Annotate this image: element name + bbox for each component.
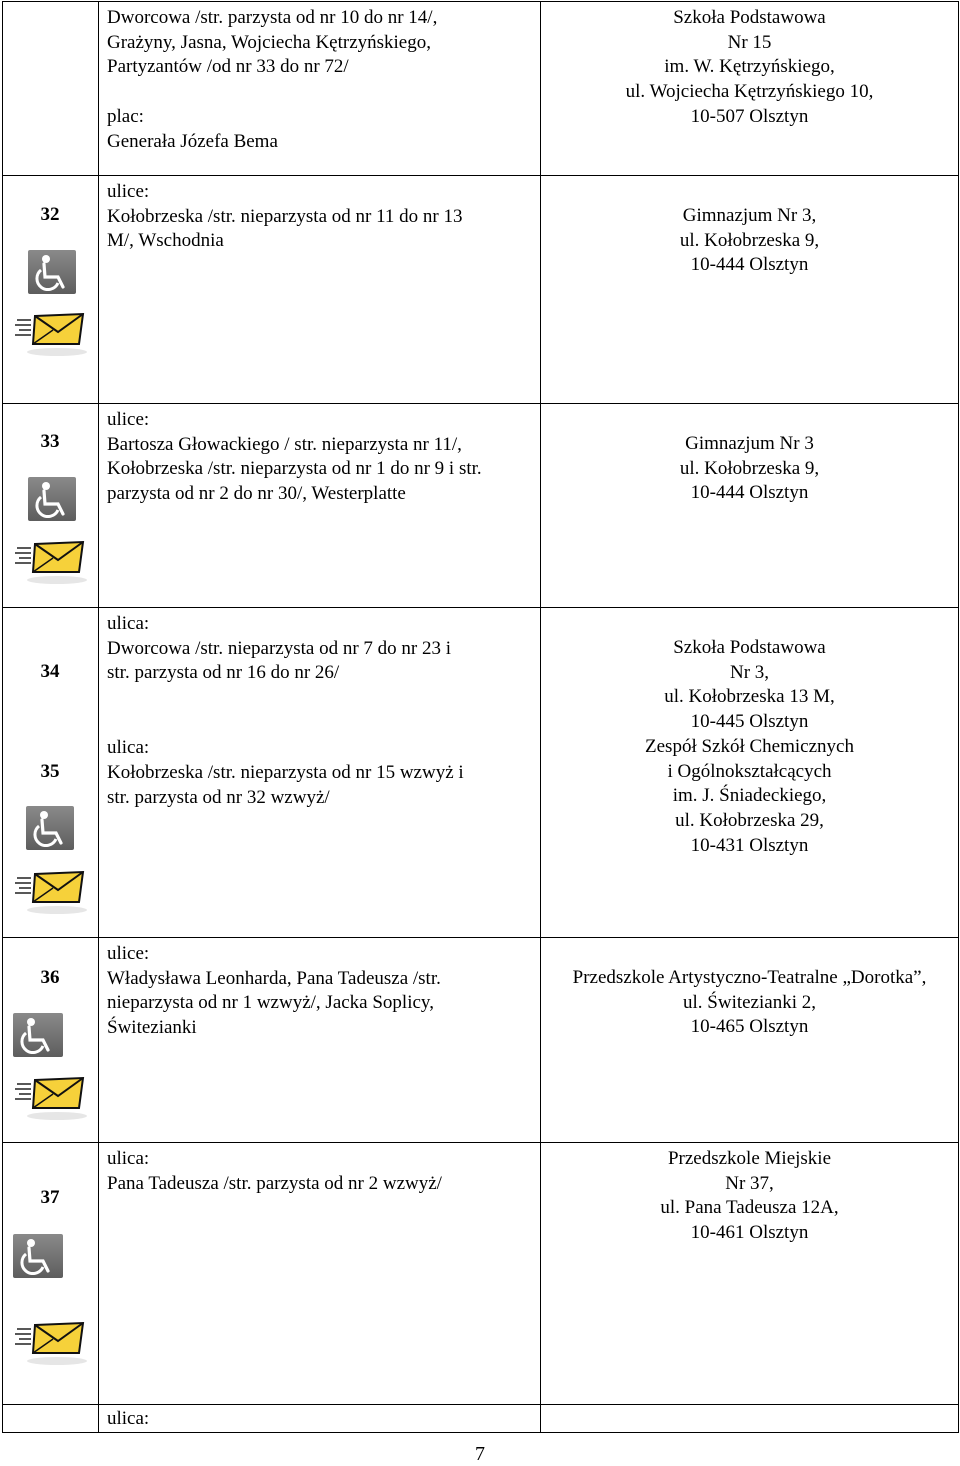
streets-cell: [99, 938, 541, 1143]
row-number-cell: [3, 1143, 99, 1405]
school-line: ul. Wojciecha Kętrzyńskiego 10,: [625, 81, 874, 103]
school-line: Przedszkole Miejskie: [667, 1148, 832, 1169]
school-cell: [541, 1143, 959, 1405]
school-cell: [541, 1405, 959, 1433]
table-row: [3, 1143, 959, 1405]
street-line: str. parzysta od nr 32 wzwyż/: [107, 786, 330, 808]
school-cell: [541, 938, 959, 1143]
school-line: 10-444 Olsztyn: [690, 482, 809, 504]
street-type-label: ulice:: [107, 181, 150, 202]
school-line: 10-445 Olsztyn: [690, 711, 809, 733]
street-type-label: plac:: [107, 106, 144, 128]
school-line: 10-444 Olsztyn: [690, 254, 809, 276]
row-number: 34: [40, 661, 60, 682]
wheelchair-icon: [26, 806, 74, 850]
wheelchair-icon: [28, 250, 76, 294]
street-line: Grażyny, Jasna, Wojciecha Kętrzyńskiego,: [107, 31, 431, 53]
school-line: Nr 37,: [725, 1172, 774, 1194]
street-line: Świtezianki: [107, 1017, 197, 1039]
row-number-cell: [3, 2, 99, 176]
wheelchair-icon: [13, 1013, 63, 1057]
street-line: Bartosza Głowackiego / str. nieparzysta nr 11/,: [107, 433, 462, 455]
school-line: Szkoła Podstawowa: [673, 637, 826, 658]
school-line: Zespół Szkół Chemicznych: [645, 735, 854, 757]
school-cell: [541, 404, 959, 608]
streets-cell: [99, 404, 541, 608]
streets-cell: [99, 1143, 541, 1405]
school-line: ul. Kołobrzeska 9,: [679, 457, 820, 479]
row-number: 37: [40, 1187, 60, 1208]
school-line: ul. Kołobrzeska 13 M,: [664, 686, 835, 708]
row-number-cell: [3, 938, 99, 1143]
row-number-cell: [3, 176, 99, 404]
streets-cell: [99, 1405, 541, 1433]
table-row: [3, 2, 959, 176]
envelope-icon: [15, 1321, 87, 1369]
street-line: Dworcowa /str. parzysta od nr 10 do nr 14/,: [107, 7, 438, 28]
table-row: [3, 608, 959, 938]
school-cell: [541, 176, 959, 404]
row-number: 33: [40, 431, 60, 452]
row-number: 35: [40, 761, 60, 782]
school-line: Gimnazjum Nr 3: [685, 433, 814, 454]
school-cell: [541, 608, 959, 938]
street-type-label: ulica:: [107, 1408, 150, 1429]
school-line: 10-465 Olsztyn: [690, 1016, 809, 1038]
school-line: i Ogólnokształcących: [667, 760, 832, 782]
streets-cell: [99, 176, 541, 404]
street-line: nieparzysta od nr 1 wzwyż/, Jacka Soplicy,: [107, 992, 434, 1014]
school-line: Nr 15: [727, 31, 772, 53]
wheelchair-icon: [28, 477, 76, 521]
envelope-icon: [15, 312, 87, 360]
envelope-icon: [15, 1076, 87, 1124]
street-line: Dworcowa /str. nieparzysta od nr 7 do nr 23 i: [107, 637, 452, 659]
street-type-label: ulica:: [107, 1148, 150, 1169]
district-table: [2, 1, 959, 1433]
table-row: [3, 404, 959, 608]
row-number-cell: [3, 608, 99, 938]
envelope-icon: [15, 540, 87, 588]
school-line: Nr 3,: [729, 661, 770, 683]
street-line: Kołobrzeska /str. nieparzysta od nr 1 do nr 9 i str.: [107, 458, 482, 480]
street-line: Generała Józefa Bema: [107, 130, 278, 152]
school-cell: [541, 2, 959, 176]
school-line: im. J. Śniadeckiego,: [672, 785, 827, 807]
street-line: str. parzysta od nr 16 do nr 26/: [107, 662, 340, 684]
row-number: 32: [40, 204, 60, 225]
street-line: Pana Tadeusza /str. parzysta od nr 2 wzwyż/: [107, 1172, 442, 1194]
row-number-cell: [3, 404, 99, 608]
street-type-label: ulice:: [107, 409, 150, 430]
row-number: 36: [40, 967, 60, 988]
page-number: 7: [475, 1443, 485, 1465]
school-line: im. W. Kętrzyńskiego,: [664, 56, 835, 78]
table-row: [3, 176, 959, 404]
street-line: Kołobrzeska /str. nieparzysta od nr 15 wzwyż i: [107, 761, 464, 783]
row-number-cell: [3, 1405, 99, 1433]
streets-cell: [99, 608, 541, 938]
school-line: 10-431 Olsztyn: [690, 834, 809, 856]
street-line: Władysława Leonharda, Pana Tadeusza /str.: [107, 967, 441, 989]
table-row: [3, 938, 959, 1143]
school-line: ul. Świtezianki 2,: [683, 991, 816, 1013]
school-line: Szkoła Podstawowa: [673, 7, 826, 28]
school-line: Przedszkole Artystyczno-Teatralne „Dorotka”,: [572, 967, 927, 988]
school-line: Gimnazjum Nr 3,: [682, 205, 817, 226]
street-line: M/, Wschodnia: [107, 230, 224, 252]
envelope-icon: [15, 870, 87, 918]
street-type-label: ulica:: [107, 613, 150, 634]
school-line: ul. Pana Tadeusza 12A,: [660, 1197, 839, 1219]
school-line: 10-507 Olsztyn: [690, 105, 809, 127]
school-line: ul. Kołobrzeska 29,: [675, 809, 824, 831]
streets-cell: [99, 2, 541, 176]
table-row: [3, 1405, 959, 1433]
school-line: 10-461 Olsztyn: [690, 1222, 809, 1244]
school-line: ul. Kołobrzeska 9,: [679, 229, 820, 251]
street-type-label: ulice:: [107, 943, 150, 964]
street-line: parzysta od nr 2 do nr 30/, Westerplatte: [107, 483, 406, 505]
street-line: Partyzantów /od nr 33 do nr 72/: [107, 56, 349, 78]
street-line: Kołobrzeska /str. nieparzysta od nr 11 do nr 13: [107, 205, 463, 227]
street-type-label: ulica:: [107, 737, 150, 759]
wheelchair-icon: [13, 1234, 63, 1278]
